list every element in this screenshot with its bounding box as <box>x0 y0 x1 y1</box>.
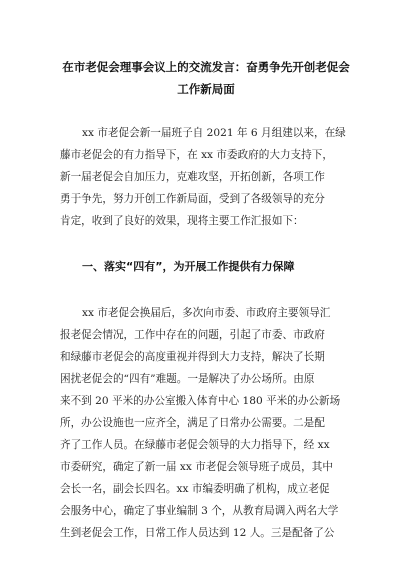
section-heading: 一、落实“四有”，为开展工作提供有力保障 <box>82 260 295 273</box>
title-line: 在市老促会理事会议上的交流发言：奋勇争先开创老促会 <box>62 60 350 74</box>
text-line: 新一届老促会自加压力，克难攻坚，开拓创新，各项工作 <box>60 171 325 183</box>
text-line: 报老促会情况，工作中存在的问题，引起了市委、市政府 <box>60 329 325 341</box>
text-line: 齐了工作人员。在绿藤市老促会领导的大力指导下，经 xx <box>60 439 330 451</box>
title-line: 工作新局面 <box>177 82 235 96</box>
text-line: xx 市老促会换届后，多次向市委、市政府主要领导汇 <box>82 307 331 319</box>
text-line: 藤市老促会的有力指导下，在 xx 市委政府的大力支持下， <box>60 149 333 161</box>
intro-paragraph <box>60 122 352 232</box>
document-title <box>60 56 352 100</box>
text-line: 市委研究，确定了新一届 xx 市老促会领导班子成员，其中 <box>60 461 333 473</box>
text-line: 肯定，收到了良好的效果，现将主要工作汇报如下： <box>60 215 304 227</box>
text-line: 勇于争先，努力开创工作新局面，受到了各级领导的充分 <box>60 193 325 205</box>
text-line: 会长一名，副会长四名。xx 市编委明确了机构，成立老促 <box>60 483 330 495</box>
text-line: 会服务中心，确定了事业编制 3 个，从教育局调入两名大学 <box>60 505 339 517</box>
text-line: xx 市老促会新一届班子自 2021 年 6 月组建以来，在绿 <box>82 127 346 139</box>
text-line: 和绿藤市老促会的高度重视并得到大力支持，解决了长期 <box>60 351 325 363</box>
text-line: 困扰老促会的“四有”难题。一是解决了办公场所。由原 <box>60 373 315 385</box>
text-line: 来不到 20 平米的办公室搬入体育中心 180 平米的办公新场 <box>60 395 341 407</box>
text-line: 生到老促会工作，日常工作人员达到 12 人。三是配备了公 <box>60 527 335 539</box>
section-paragraph <box>60 302 352 544</box>
text-line: 所，办公设施也一应齐全，满足了日常办公需要。二是配 <box>60 417 325 429</box>
